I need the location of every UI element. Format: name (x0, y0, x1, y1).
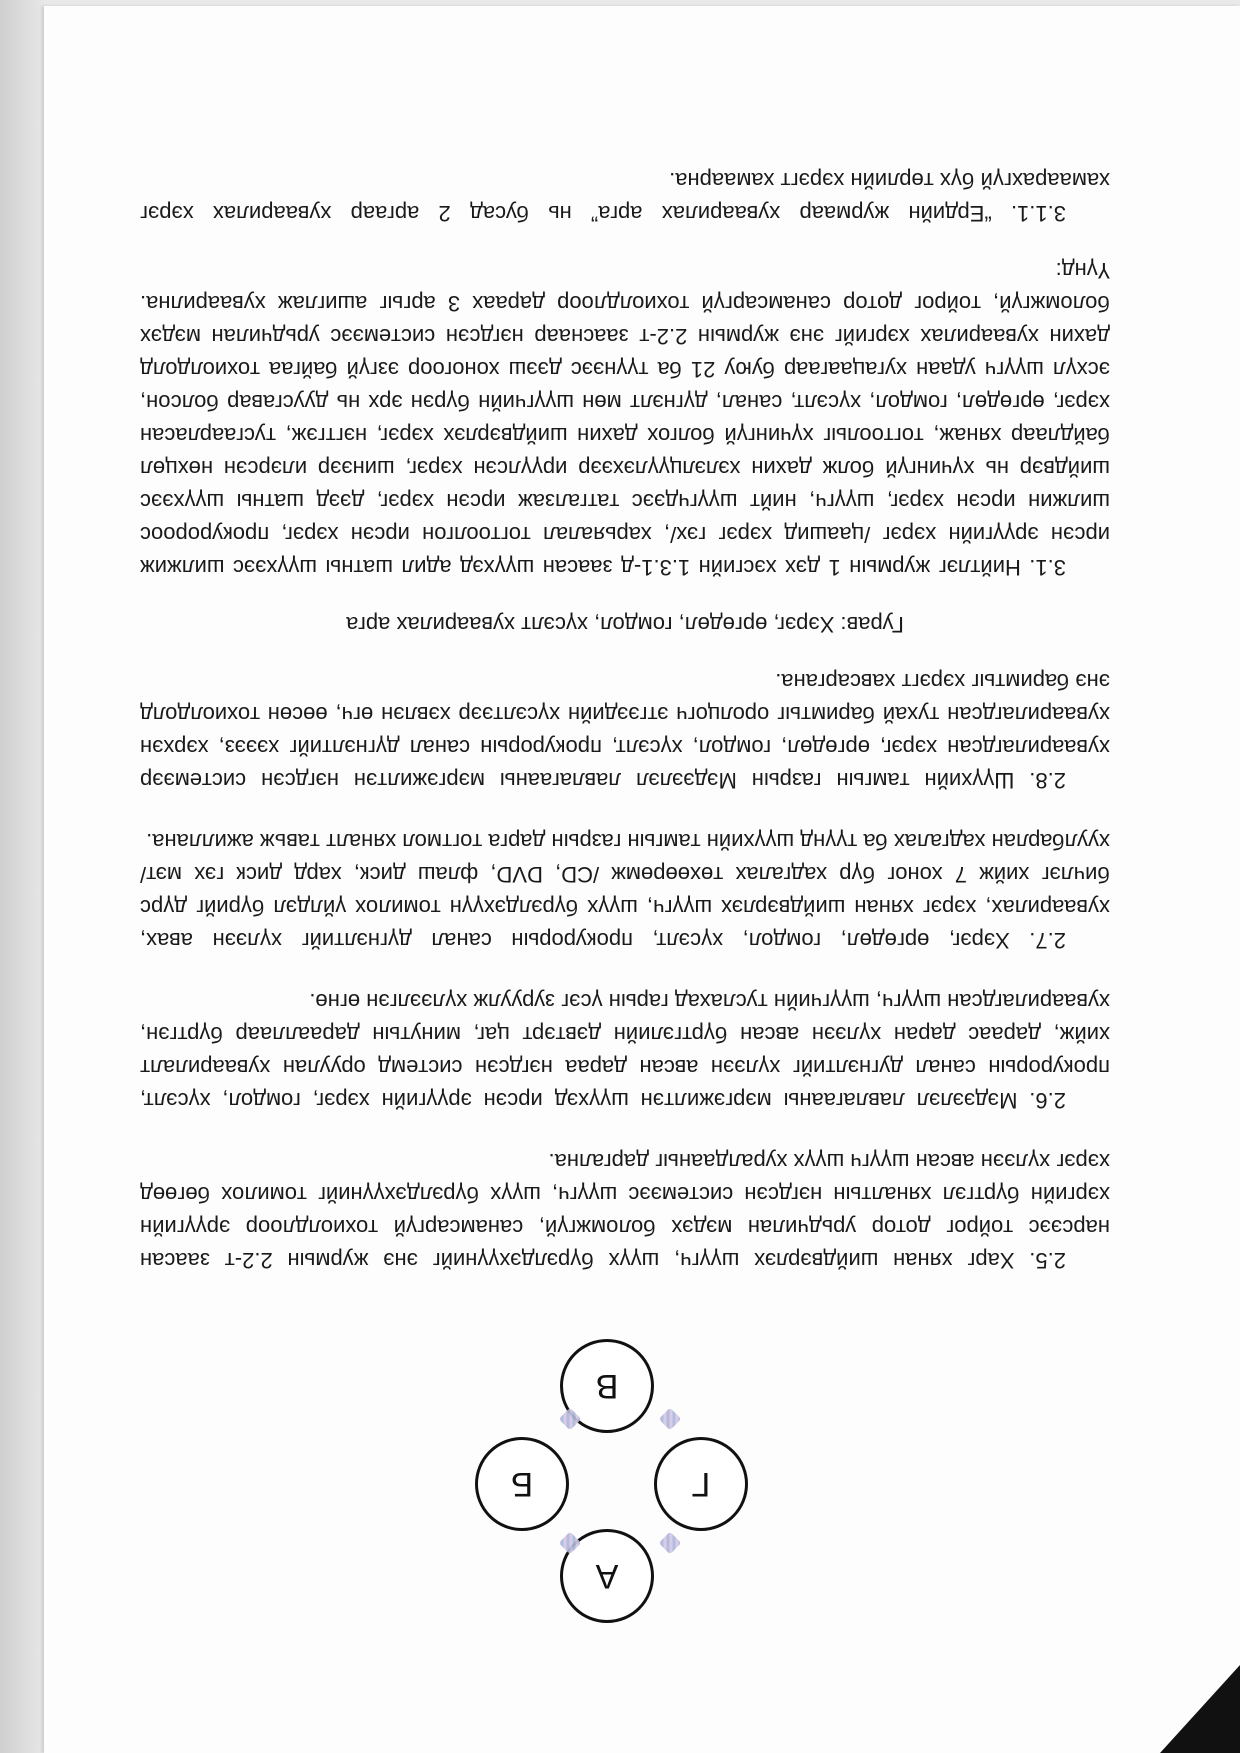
paragraph-2-8: 2.8. Шүүхийн тамгын газрын Мэдээлэл лавлагааны мэргэжилтэн нэгдсэн системээр хуваарилагдсан хэрэг, өргөдөл, гомдол, хүсэлт, прокурорын санал дүгнэлтийг хэээз, хэрхэн хуваарилагдсан тухай баримтыг оролцогч этгээдийн хүсэлтээр хэвлэн өгч, өөсөн тохиолдолд энэ баримтыг хэрэгт хавсаргана. (140, 669, 1110, 793)
node-g-label: Г (691, 1465, 711, 1504)
node-a-label: А (595, 1557, 619, 1596)
section-heading-3: Гурав: Хэрэг, өргөдөл, гомдол, хүсэлт хуваарилах арга (346, 612, 904, 637)
node-g (654, 1437, 748, 1531)
arrow-v-to-g-icon (659, 1408, 682, 1431)
paragraph-2-6: 2.6. Мэдээлэл лавлагааны мэргэжилтэн шүүхэд ирсэн эрүүгийн хэрэг, гомдол, хүсэлт, прокурорын санал дугнэлтийг хүлээн авсан дараа нэгдсэн системд оруулан хуваарилалт хийж, дараас даран хүлээн авсан бүртгэлийн дэвтэрт цаг, минутын дарааллаар бүртгэн, хуваарилагдсан шүүгч, шүүгчийн туслахад гарын үсэг зуруулж хүлээлгэн өгнө. (140, 989, 1110, 1113)
paragraph-3-1: 3.1. Нийтлэг журмын 1 дэх хэсгийн 1.3.1-д заасан шүүхэд адил шатны шүүхээс шилжиж ирсэн эрүүгийн хэрэг /цаашид хэрэг гэх/, харьяалал тогтоолгон ирсэн хэрэг, прокуророос шилжин ирсэн хэрэг, шүүгч, нийт шүүгчдээс татгалзаж ирсэн хэрэг, дээд шатны шүүхээс шийдвэр нь хүчингүй болж дахин хэлэлцүүлэхээр ирүүлсэн хэрэг, шинээр илэрсэн нөхцөл байдлаар хянаж, тогтоолыг хүчингүй болгох дахин шийдвэрлэх хэрэг, нэгтгэж, тусгаарласан хэрэг, өргөдөл, гомдол, хүсэлт, санал, дүгнэлт мөн шүүгчийн бүрэн эрх нь дуусгавар болсон, эсхүл шүүгч удаан хугацаагаар буюу 21 ба түүнээс дээш хоногоор эзгүй байгаа тохиолдолд дахин хуваарилах хэргийг энэ журмын 2.2-т зааснаар нэгдсэн системээс урьдчилан мэдэх боломжгүй, тойрог дотор санамсаргүй тохиолдлоор дараах 3 аргыг ашиглаж хуваарилна. Үүнд: (140, 258, 1110, 580)
paragraph-2-5: 2.5. Харг хянан шийдвэрлэх шүүгч, шүүх бүрэлдэхүүнийг энэ журмын 2.2-т заасан нарсээс тойрог дотор урьдчилан мэдэх боломжгүй, санамсаргүй тохиолдлоор эрүүгийн хэргийн бүртгэл хяналтын нэгдсэн системээс шүүгч, шүүх бүрэлдэхүүнийг томилох бөгөөд хэрэг хүлээн авсан шүүгч шүүх хуралдааныг даргална. (140, 1149, 1110, 1273)
document-body (140, 164, 1110, 1277)
node-v-label: В (595, 1367, 619, 1406)
rotation-diagram (460, 1303, 760, 1623)
node-b-label: Б (510, 1465, 534, 1504)
paragraph-3-1-1: 3.1.1. “Ердийн журмаар хуваарилах арга” нь бусад 2 аргаар хуваарилах хэрэг хамаарахгүй бүх төрлийн хэрэгт хамаарна. (140, 168, 1110, 226)
arrow-g-to-a-icon (659, 1532, 682, 1555)
paragraph-2-7: 2.7. Хэрэг, өргөдөл, гомдол, хүсэлт, прокурорын санал дүгнэлтийг хүлээн авах, хуваарилах, хэрэг хянан шийдвэрлэх шүүгч, шүүх бүрэлдэхүүн томилох үйлдэл бүрийг дүрс бичлэг хийж 7 хоног бүр хадгалах төхөөрөмж /CD, DVD, флаш диск, хард диск гэх мэт/ хуулбарлан хадгалах ба түүнд шүүхийн тамгын газрын дарга тогтмол хяналт тавьж ажиллана. (140, 829, 1110, 953)
node-b (475, 1437, 569, 1531)
